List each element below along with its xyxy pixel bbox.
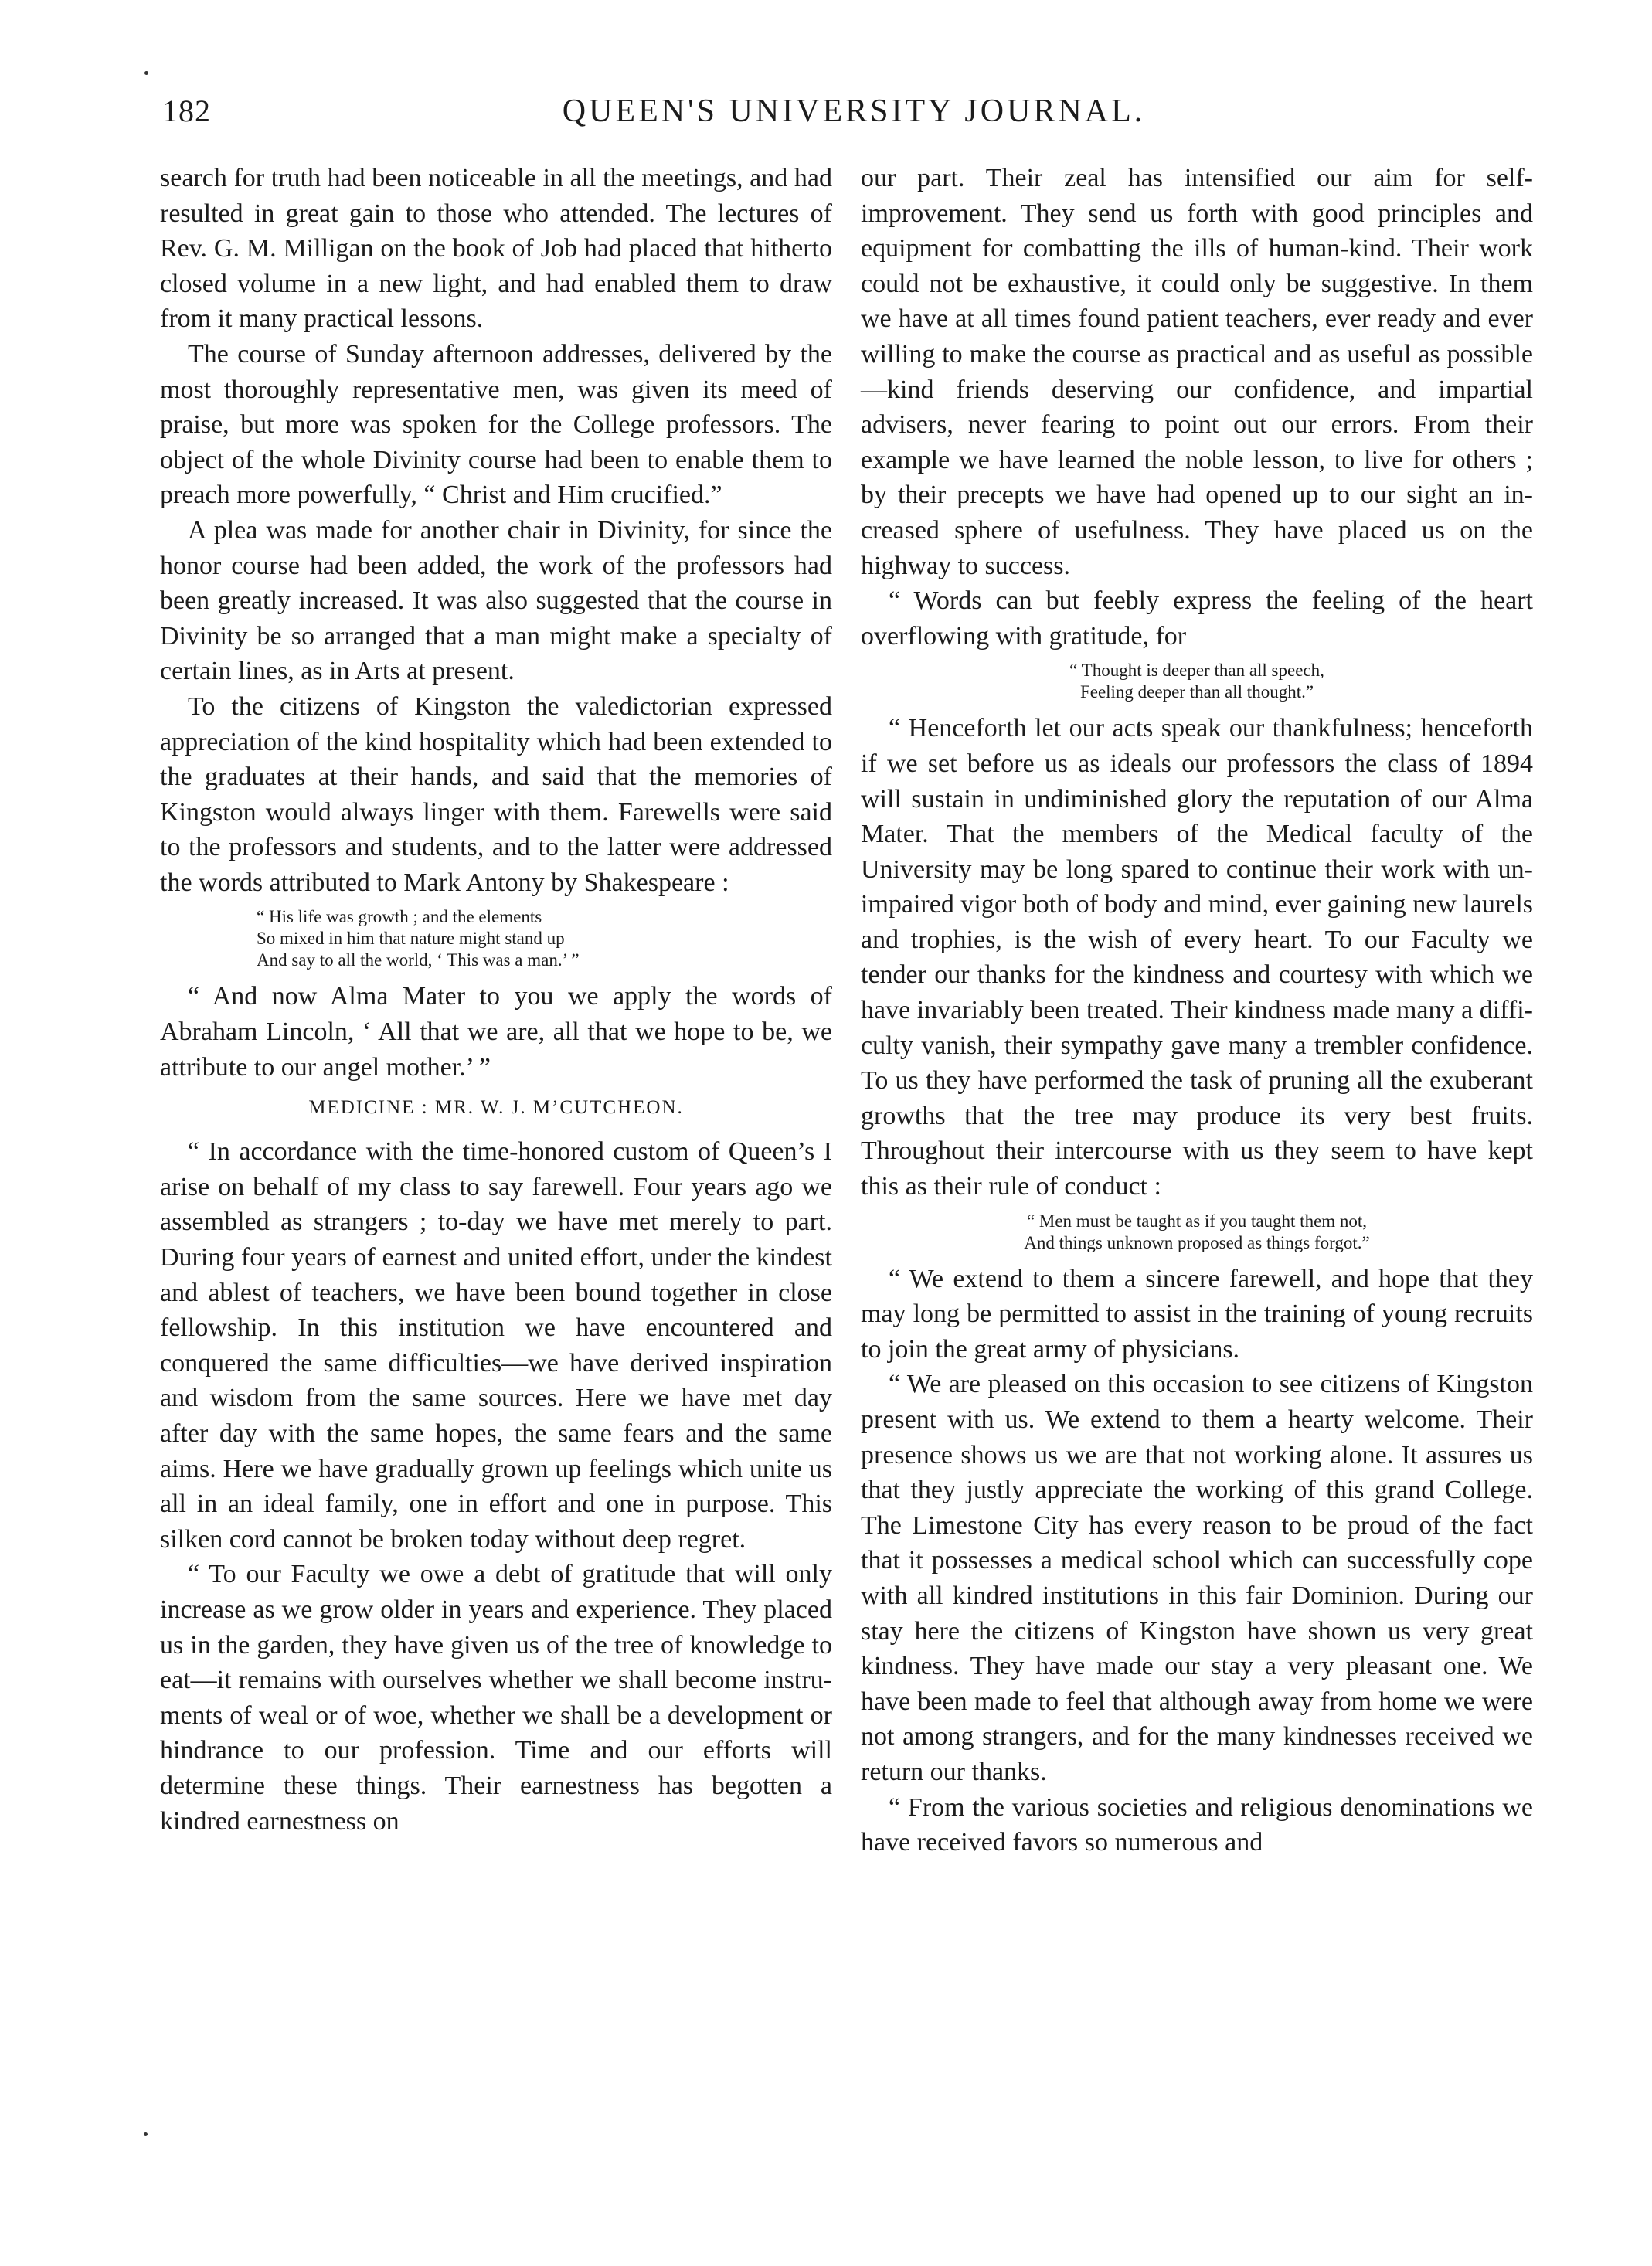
quote-line: And things unknown proposed as things forgot.” [1024, 1232, 1370, 1252]
paragraph: “ We are pleased on this occasion to see citizens of Kingston present with us. We extend to them a hearty welcome. Their presence shows us we are that not working alone. It assures us that they justly appreciate the working of this grand College. The Limestone City has every reason to be proud of the fact that it possesses a medical school which can successfully cope with all kindred institutions in this fair Dominion. During our stay here the citizens of Kingston have shown us very great kindness. They have made our stay a very pleasant one. We have been made to feel that although away from home we were not among strangers, and for the many kindnesses received we return our thanks. [861, 1370, 1533, 1786]
paragraph: our part. Their zeal has intensified our aim for self-improvement. They send us forth with good principles and equipment for combatting the ills of human-kind. Their work could not be exhaustive, it could only be suggestive. In them we have at all times found patient teachers, ever ready and ever willing to make the course as practical and as useful as possible—kind friends deserving our confidence, and impartial advisers, never fearing to point out our errors. From their example we have learned the noble lesson, to live for others ; by their precepts we have had opened up to our sight an increased sphere of usefulness. They have placed us on the highway to success. [861, 164, 1533, 580]
ink-speck [144, 71, 148, 75]
quote-line: Feeling deeper than all thought.” [1079, 682, 1314, 702]
quote-line: And say to all the world, ‘ This was a man.’ ” [257, 950, 580, 970]
block-quote [160, 906, 832, 971]
paragraph: “ In accordance with the time-honored custom of Queen’s I arise on behalf of my class to say farewell. Four years ago we assembled as strangers ; to-day we have met merely to part. During four years of earnest and united effort, under the kindest and ablest of teachers, we have been bound together in close fellowship. In this institution we have encountered and conquered the same difficulties—we have derived inspiration and wisdom from the same sources. Here we have met day after day with the same hopes, the same fears and the same aims. Here we have gradually grown up feelings which unite us all in an ideal family, one in effort and one in purpose. This silken cord cannot be broken today without deep regret. [160, 1137, 832, 1554]
paragraph: A plea was made for another chair in Divinity, for since the honor course had been added, the work of the professors had been greatly increased. It was also suggested that the course in Divinity be so arranged that a man might make a specialty of certain lines, as in Arts at present. [160, 515, 832, 686]
quote-line: “ His life was growth ; and the elements [257, 907, 542, 927]
page-number: 182 [162, 93, 211, 128]
block-quote [861, 1211, 1533, 1254]
journal-title: QUEEN'S UNIVERSITY JOURNAL. [562, 93, 1146, 129]
ink-speck [144, 2132, 148, 2136]
page-header [162, 93, 1545, 147]
paragraph: “ To our Faculty we owe a debt of gratitude that will only increase as we grow older in years and experience. They placed us in the garden, they have given us of the tree of knowledge to eat—it remains with ourselves whether we shall become instruments of weal or of woe, whether we shall be a development or hindrance to our profession. Time and our efforts will determine these things. Their earnestness has begotten a kindred earnestness on [160, 1560, 832, 1836]
section-heading: MEDICINE : MR. W. J. M’CUTCHEON. [308, 1097, 684, 1119]
paragraph: To the citizens of Kingston the valedictorian expressed appreciation of the kind hospitality which had been extended to the graduates at their hands, and said that the memories of Kingston would always linger with them. Farewells were said to the professors and students, and to the latter were addressed the words attributed to Mark Antony by Shakespeare : [160, 691, 832, 897]
paragraph: “ Henceforth let our acts speak our thankfulness; henceforth if we set before us as ideals our professors the class of 1894 will sustain in undiminished glory the reputation of our Alma Mater. That the members of the Medical faculty of the University may be long spared to continue their work with unimpaired vigor both of body and mind, ever gaining new laurels and trophies, is the wish of every heart. To our Faculty we tender our thanks for the kindness and courtesy with which we have invariably been treated. Their kindness made many a difficulty vanish, their sympathy gave many a trembler confidence. To us they have performed the task of pruning all the exuberant growths that the tree may produce its very best fruits. Throughout their intercourse with us they seem to have kept this as their rule of conduct : [861, 714, 1533, 1201]
paragraph: “ And now Alma Mater to you we apply the words of Abraham Lincoln, ‘ All that we are, all that we hope to be, we attribute to our angel mother.’ ” [160, 982, 832, 1082]
quote-line: “ Men must be taught as if you taught them not, [1026, 1211, 1368, 1231]
paragraph: The course of Sunday afternoon addresses, delivered by the most thoroughly representative men, was given its meed of praise, but more was spoken for the College professors. The object of the whole Divinity course had been to enable them to preach more powerfully, “ Christ and Him crucified.” [160, 339, 832, 510]
right-column [861, 161, 1533, 1860]
paragraph: “ We extend to them a sincere farewell, and hope that they may long be permitted to assist in the training of young recruits to join the great army of physicians. [861, 1264, 1533, 1364]
left-column [160, 161, 832, 1839]
paragraph: search for truth had been noticeable in all the meetings, and had resulted in great gain to those who attended. The lectures of Rev. G. M. Milligan on the book of Job had placed that hitherto closed volume in a new light, and had enabled them to draw from it many practical lessons. [160, 164, 832, 334]
quote-line: “ Thought is deeper than all speech, [1069, 661, 1324, 681]
paragraph: “ From the various societies and religious denominations we have received favors so numerous and [861, 1792, 1533, 1857]
block-quote [861, 660, 1533, 703]
paragraph: “ Words can but feebly express the feeling of the heart overflowing with gratitude, for [861, 586, 1533, 651]
quote-line: So mixed in him that nature might stand up [257, 929, 565, 949]
